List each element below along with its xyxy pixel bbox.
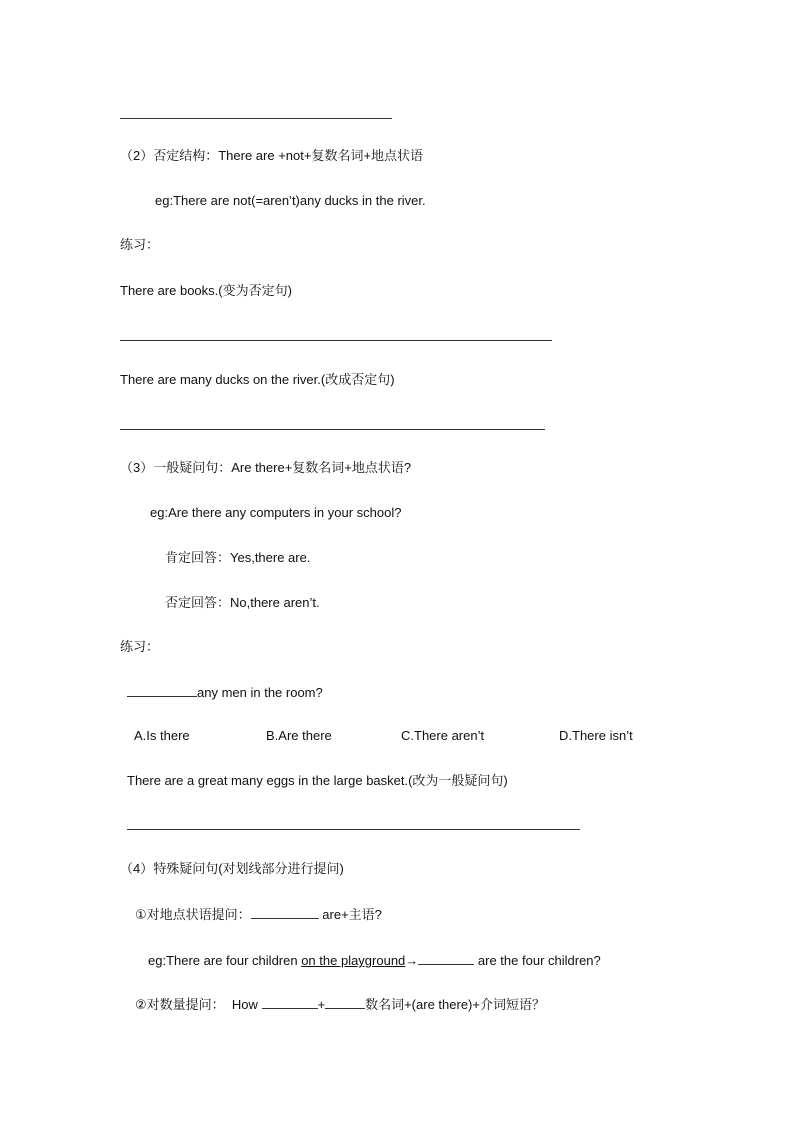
fill-blank[interactable] [262,995,318,1009]
option-a[interactable]: A.Is there [134,728,190,743]
option-c[interactable]: C.There aren’t [401,728,485,743]
question-1-tail: any men in the room? [197,685,323,700]
item-1-line [135,905,382,923]
option-d[interactable]: D.There isn’t [559,728,633,743]
example-suffix: are the four children? [474,953,601,968]
practice-1-question-1: There are books.(变为否定句) [120,283,292,298]
section-2-example: eg:There are not(=aren’t)any ducks in the river. [155,193,426,208]
fill-blank[interactable] [127,683,197,697]
practice-2-label: 练习： [120,639,160,654]
item-2-prefix: ②对数量提问： How [135,997,262,1012]
plus-sign: + [317,997,326,1012]
option-b[interactable]: B.Are there [266,728,332,743]
answer-line-2[interactable] [120,429,545,430]
underlined-phrase: on the playground [301,953,406,968]
practice-1-question-2: There are many ducks on the river.(改成否定句) [120,372,395,387]
item-2-suffix: 数名词+(are there)+介词短语？ [365,997,545,1012]
answer-line-3[interactable] [127,829,580,830]
section-3-example: eg:Are there any computers in your school? [150,505,402,520]
item-1-suffix: are+主语? [322,907,382,922]
item-1-prefix: ①对地点状语提问： [135,907,251,922]
arrow-icon: → [405,953,419,968]
section-3-heading: （3）一般疑问句：Are there+复数名词+地点状语? [120,460,412,475]
no-answer: 否定回答：No,there aren’t. [165,595,320,610]
practice-1-label: 练习： [120,237,160,252]
section-2-heading: （2）否定结构：There are +not+复数名词+地点状语 [120,148,424,163]
example-prefix: eg:There are four children [148,953,302,968]
practice-2-question-2: There are a great many eggs in the large basket.(改为一般疑问句) [127,773,508,788]
answer-line-1[interactable] [120,340,552,341]
item-2-line [135,995,545,1013]
practice-2-question-1 [127,683,323,701]
fill-blank[interactable] [418,951,474,965]
section-4-heading: （4）特殊疑问句(对划线部分进行提问) [120,861,344,876]
fill-blank[interactable] [325,995,365,1009]
fill-blank[interactable] [251,905,319,919]
answer-line-top [120,118,392,119]
yes-answer: 肯定回答：Yes,there are. [165,550,311,565]
item-1-example [148,951,601,969]
